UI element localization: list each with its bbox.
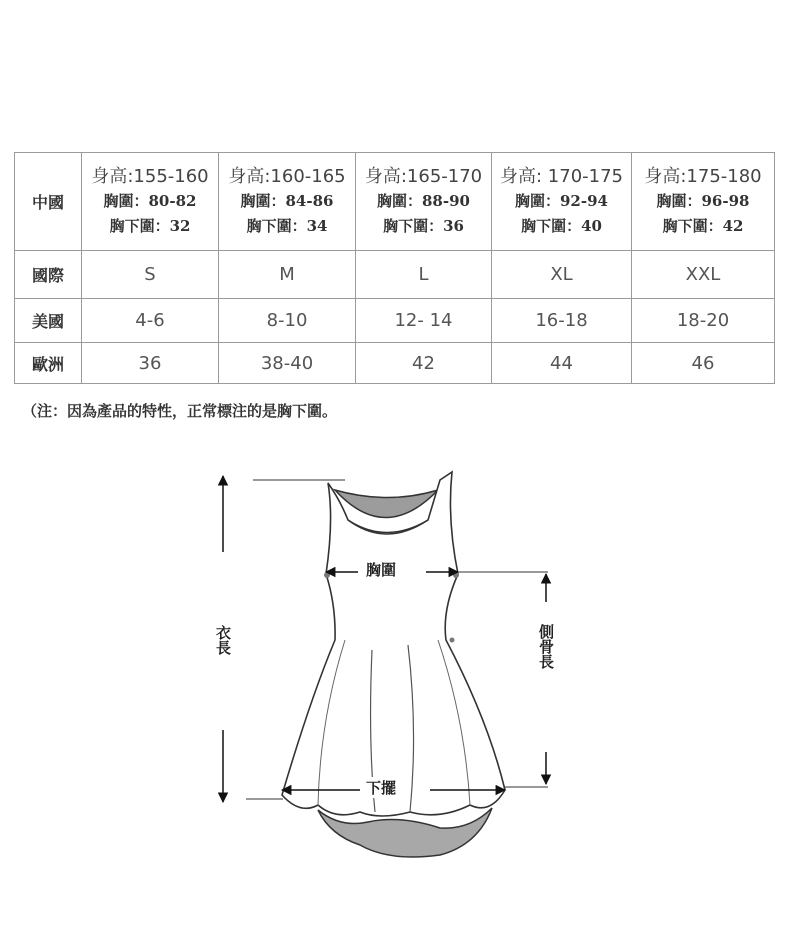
us-size-cell: 16-18: [492, 299, 632, 343]
side-label: 側骨長: [537, 624, 555, 669]
table-row-international: [15, 251, 775, 299]
dress-outline: [282, 472, 505, 857]
underbust-value: 胸下圍：32: [109, 217, 191, 235]
bust-label: 胸圍: [366, 561, 397, 579]
china-size-cell: [356, 153, 492, 251]
europe-size-cell: 38-40: [219, 343, 356, 384]
us-size-cell: 8-10: [219, 299, 356, 343]
table-row-china: [15, 153, 775, 251]
us-size-cell: 4-6: [82, 299, 219, 343]
china-size-cell: [492, 153, 632, 251]
row-label-us: 美國: [15, 299, 82, 343]
international-size-cell: M: [219, 251, 356, 299]
faded-header-text: [150, 78, 640, 114]
height-value: 身高:165-170: [364, 166, 483, 187]
height-value: 身高:175-180: [644, 166, 762, 187]
height-value: 身高: 170-175: [500, 166, 623, 187]
underbust-value: 胸下圍：42: [662, 217, 744, 235]
bust-value: 胸圍：96-98: [656, 192, 750, 210]
table-row-europe: [15, 343, 775, 384]
length-label: 衣長: [214, 625, 232, 655]
size-note: （注：因為產品的特性，正常標注的是胸下圍。: [22, 402, 338, 420]
height-value: 身高:155-160: [91, 166, 209, 187]
europe-size-cell: 46: [632, 343, 775, 384]
china-size-cell: [219, 153, 356, 251]
international-size-cell: S: [82, 251, 219, 299]
dress-measurement-diagram: [0, 440, 790, 947]
underbust-value: 胸下圍：40: [521, 217, 602, 235]
underbust-value: 胸下圍：36: [383, 217, 464, 235]
bust-value: 胸圍：88-90: [377, 192, 470, 210]
china-size-cell: [632, 153, 775, 251]
hem-label: 下擺: [366, 779, 397, 797]
underbust-value: 胸下圍：34: [246, 217, 328, 235]
row-label-europe: 歐洲: [15, 343, 82, 384]
height-value: 身高:160-165: [228, 166, 346, 187]
row-label-international: 國際: [15, 251, 82, 299]
europe-size-cell: 44: [492, 343, 632, 384]
europe-size-cell: 36: [82, 343, 219, 384]
bust-value: 胸圍：92-94: [515, 192, 608, 210]
us-size-cell: 18-20: [632, 299, 775, 343]
international-size-cell: L: [356, 251, 492, 299]
us-size-cell: 12- 14: [356, 299, 492, 343]
table-row-us: [15, 299, 775, 343]
size-chart-table: [14, 152, 775, 384]
international-size-cell: XL: [492, 251, 632, 299]
bust-value: 胸圍：84-86: [240, 192, 334, 210]
china-size-cell: [82, 153, 219, 251]
row-label-china: 中國: [15, 153, 82, 251]
international-size-cell: XXL: [632, 251, 775, 299]
bust-value: 胸圍：80-82: [103, 192, 197, 210]
europe-size-cell: 42: [356, 343, 492, 384]
